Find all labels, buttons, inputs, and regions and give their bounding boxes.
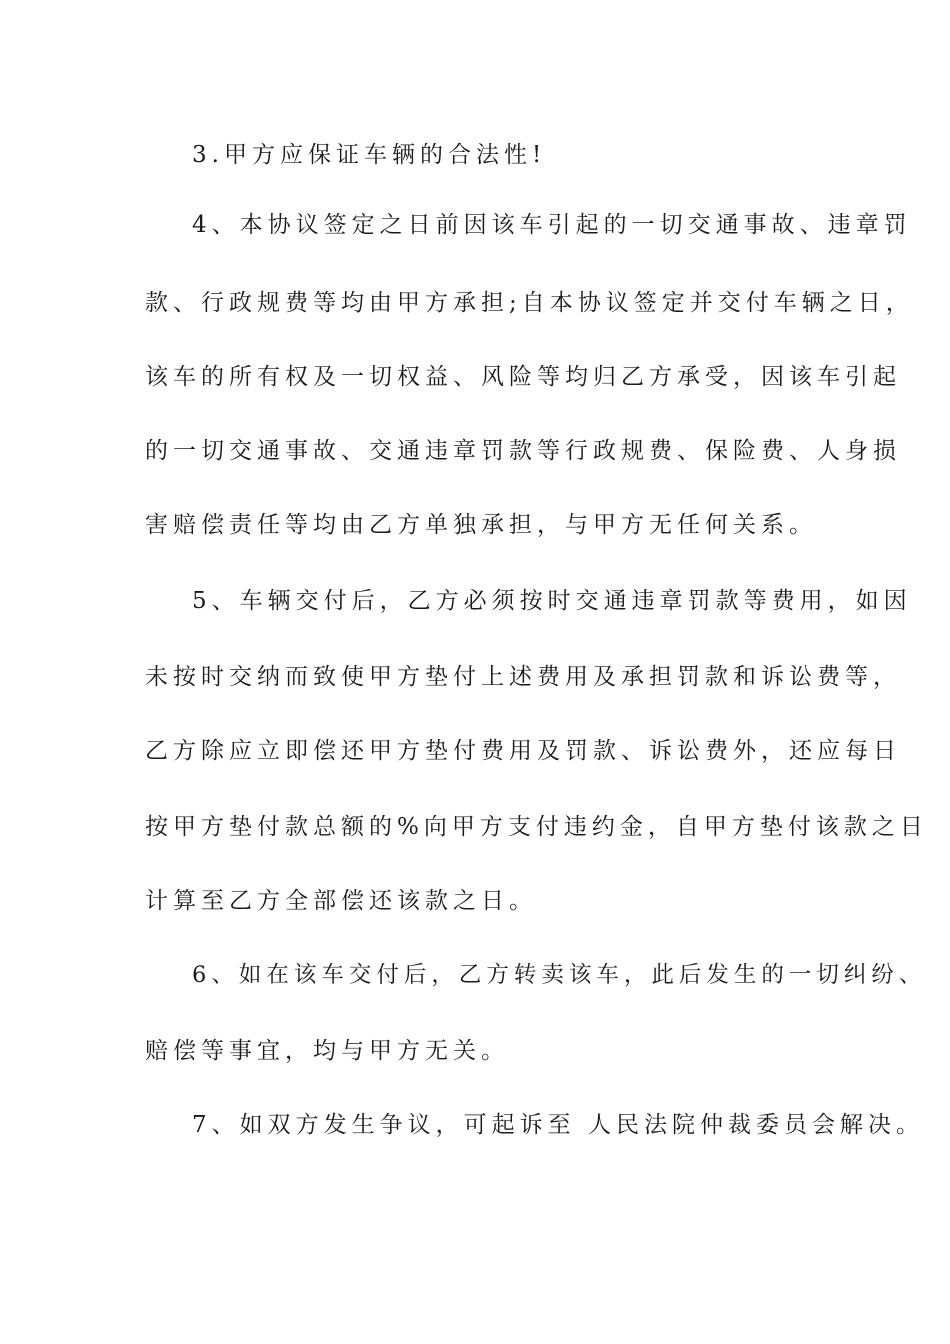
clause-3-line-1: 3.甲方应保证车辆的合法性! [192, 142, 547, 168]
clause-5-line-3: 乙方除应立即偿还甲方垫付费用及罚款、诉讼费外，还应每日 [145, 738, 901, 764]
clause-5-line-5: 计算至乙方全部偿还该款之日。 [145, 888, 537, 914]
clause-4-line-2: 款、行政规费等均由甲方承担;自本协议签定并交付车辆之日， [145, 290, 914, 316]
clause-4-line-3: 该车的所有权及一切权益、风险等均归乙方承受，因该车引起 [145, 364, 901, 390]
clause-5-line-2: 未按时交纳而致使甲方垫付上述费用及承担罚款和诉讼费等， [145, 664, 901, 690]
clause-6-line-2: 赔偿等事宜，均与甲方无关。 [145, 1038, 509, 1064]
clause-5-line-4: 按甲方垫付款总额的%向甲方支付违约金，自甲方垫付该款之日 [145, 814, 928, 840]
clause-6-line-1: 6、如在该车交付后，乙方转卖该车，此后发生的一切纠纷、 [192, 962, 927, 988]
clause-4-line-5: 害赔偿责任等均由乙方单独承担，与甲方无任何关系。 [145, 512, 817, 538]
clause-4-line-1: 4、本协议签定之日前因该车引起的一切交通事故、违章罚 [192, 212, 912, 238]
clause-4-line-4: 的一切交通事故、交通违章罚款等行政规费、保险费、人身损 [145, 438, 901, 464]
clause-7-line-1: 7、如双方发生争议，可起诉至 人民法院仲裁委员会解决。 [192, 1112, 924, 1138]
clause-5-line-1: 5、车辆交付后，乙方必须按时交通违章罚款等费用，如因 [192, 588, 912, 614]
